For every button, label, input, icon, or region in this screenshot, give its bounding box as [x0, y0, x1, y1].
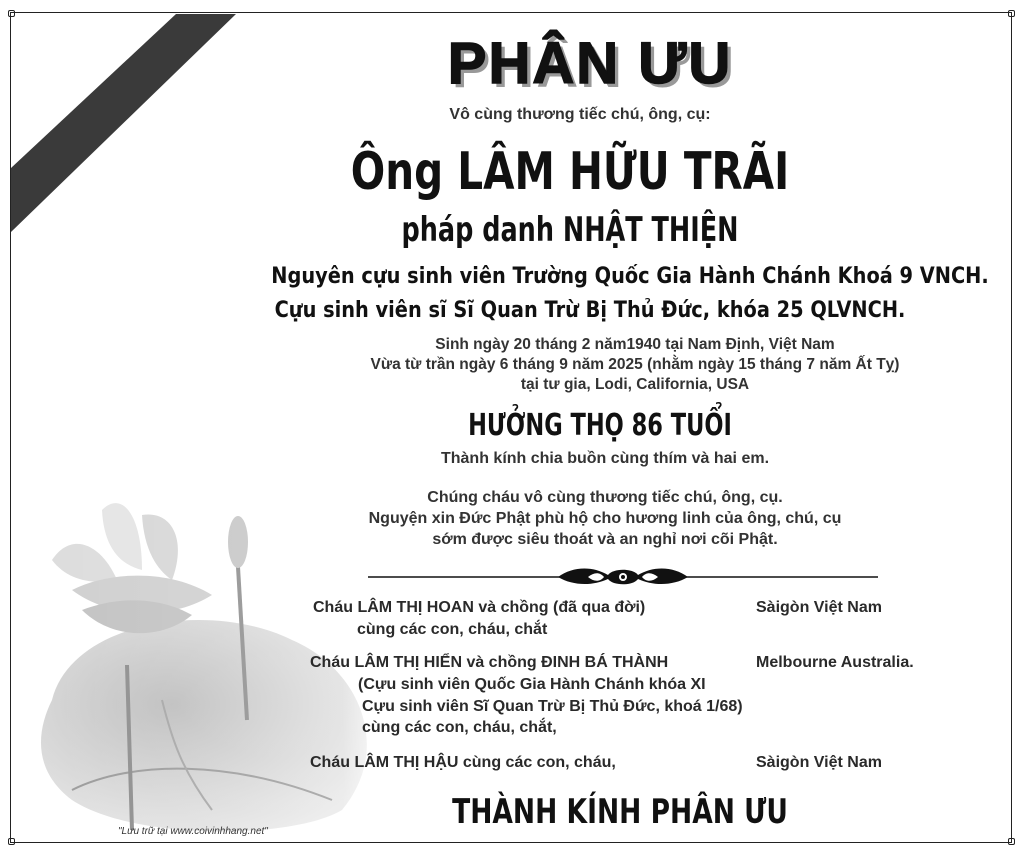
mourner-2-location: Melbourne Australia.: [756, 654, 914, 671]
mourner-1-location: Sàigòn Việt Nam: [756, 599, 882, 616]
death-place: tại tư gia, Lodi, California, USA: [520, 376, 750, 393]
bio-line-1: Nguyên cựu sinh viên Trường Quốc Gia Hành Chánh Khoá 9 VNCH.: [271, 264, 989, 289]
prayer-line-3: sớm được siêu thoát và an nghỉ nơi cõi Phật.: [432, 531, 778, 548]
closing-text: THÀNH KÍNH PHÂN ƯU: [452, 792, 788, 832]
mourner-1-line-1: Cháu LÂM THỊ HOAN và chồng (đã qua đời): [313, 599, 646, 616]
dharma-name: pháp danh NHẬT THIỆN: [401, 210, 739, 250]
page-title: PHÂN ƯU: [447, 31, 733, 96]
divider-ornament: [368, 564, 878, 586]
condolence-text: Thành kính chia buồn cùng thím và hai em.: [440, 450, 770, 467]
mourner-2-line-4: cùng các con, cháu, chắt,: [362, 719, 557, 736]
mourner-2-line-3: Cựu sinh viên Sĩ Quan Trừ Bị Thủ Đức, khoá 1/68): [362, 698, 743, 715]
archive-watermark: "Lưu trữ tại www.coivinhhang.net": [118, 826, 268, 837]
mourner-2-line-2: (Cựu sinh viên Quốc Gia Hành Chánh khóa XI: [358, 676, 706, 693]
age-text: HƯỞNG THỌ 86 TUỔI: [468, 408, 732, 443]
border-corner-ornament: [1006, 8, 1016, 18]
death-info: Vừa từ trần ngày 6 tháng 9 năm 2025 (nhằm ngày 15 tháng 7 năm Ất Tỵ): [370, 356, 900, 373]
border-corner-ornament: [1006, 836, 1016, 846]
mourner-3-line-1: Cháu LÂM THỊ HẬU cùng các con, cháu,: [310, 754, 616, 771]
mourner-3-location: Sàigòn Việt Nam: [756, 754, 882, 771]
intro-text: Vô cùng thương tiếc chú, ông, cụ:: [449, 106, 711, 123]
bio-line-2: Cựu sinh viên sĩ Sĩ Quan Trừ Bị Thủ Đức, khóa 25 QLVNCH.: [274, 298, 906, 323]
prayer-line-2: Nguyện xin Đức Phật phù hộ cho hương linh của ông, chú, cụ: [368, 510, 842, 527]
mourner-1-line-2: cùng các con, cháu, chắt: [357, 621, 548, 638]
deceased-name: Ông LÂM HỮU TRÃI: [350, 142, 790, 202]
mourner-2-line-1: Cháu LÂM THỊ HIỂN và chồng ĐINH BÁ THÀNH: [310, 654, 669, 671]
prayer-line-1: Chúng cháu vô cùng thương tiếc chú, ông, cụ.: [427, 489, 783, 506]
birth-info: Sinh ngày 20 tháng 2 năm1940 tại Nam Định, Việt Nam: [435, 336, 835, 353]
